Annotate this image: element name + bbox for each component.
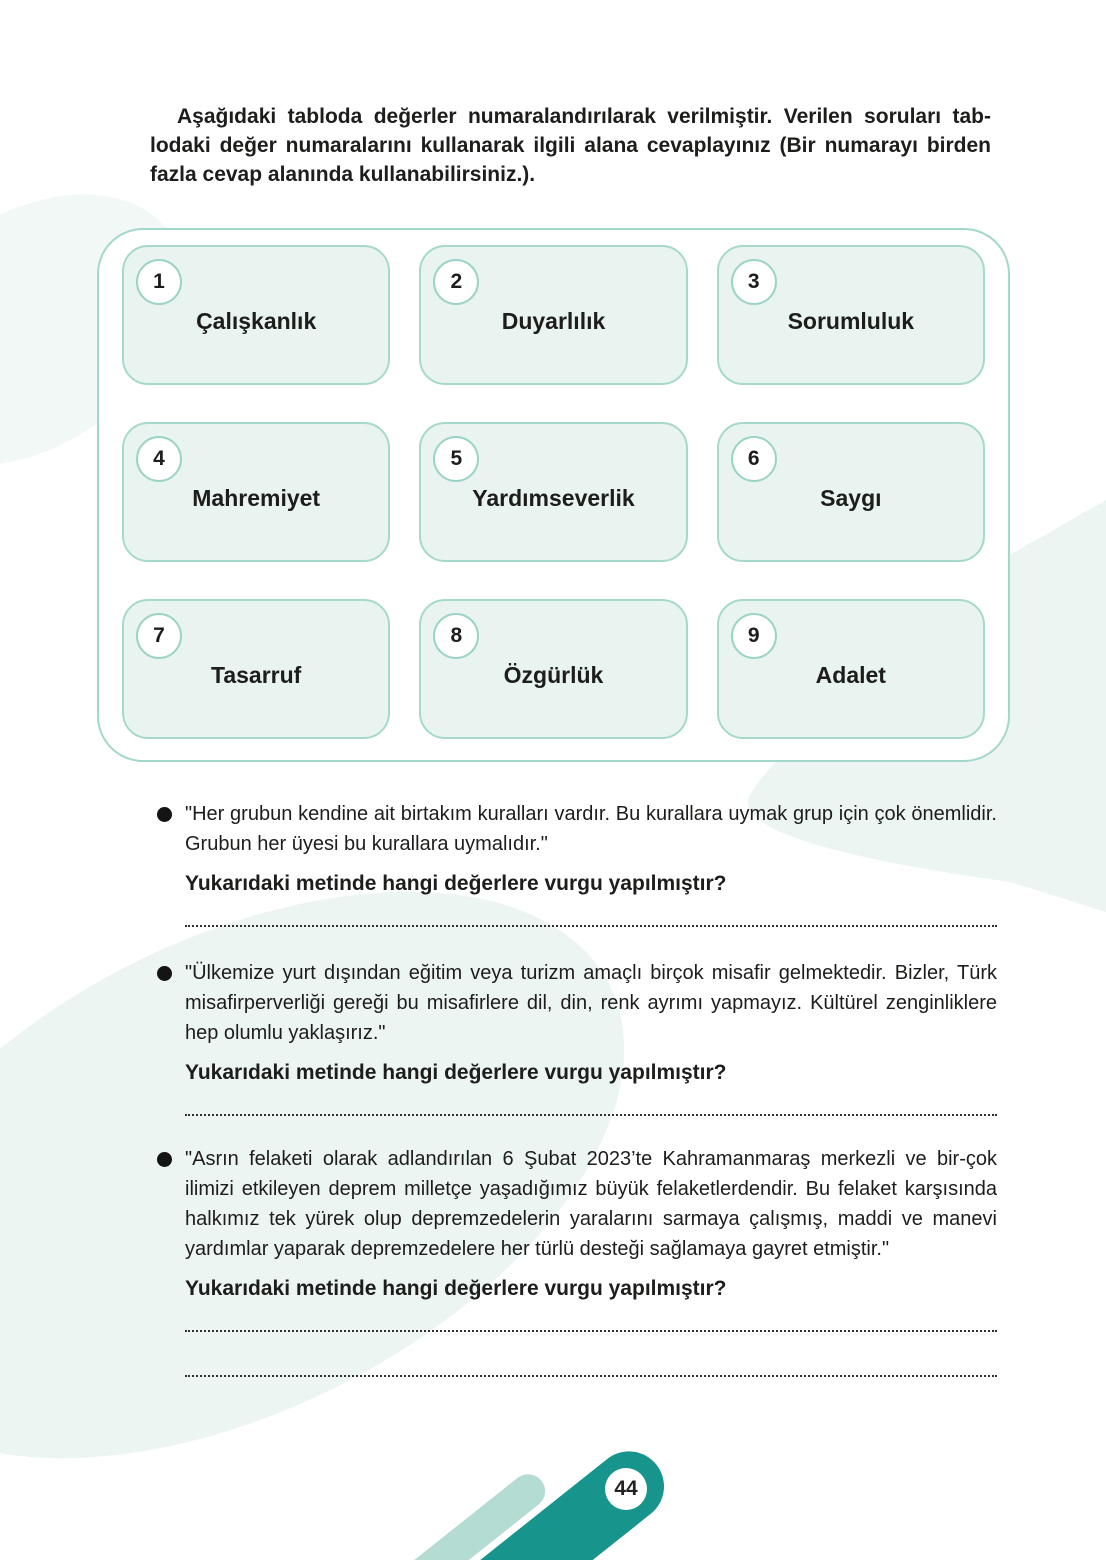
value-number-badge xyxy=(136,613,182,659)
question-block-3 xyxy=(157,1144,998,1377)
value-card-7 xyxy=(122,599,390,739)
answer-line[interactable] xyxy=(185,1114,997,1116)
value-label: Sorumluluk xyxy=(787,307,915,334)
question-quote: "Her grubun kendine ait birtakım kuralları vardır. Bu kurallara uymak grup için çok önemlidir. Grubun her üyesi bu kurallara uymalıdır." xyxy=(185,803,997,855)
answer-line[interactable] xyxy=(185,1330,997,1332)
value-number: 2 xyxy=(450,270,463,293)
value-card-4 xyxy=(122,422,390,562)
value-card-6 xyxy=(717,422,985,562)
value-label: Duyarlılık xyxy=(501,307,606,334)
value-number-badge xyxy=(731,259,777,305)
page-number: 44 xyxy=(614,1477,638,1500)
answer-line[interactable] xyxy=(185,925,997,927)
value-number: 6 xyxy=(747,447,760,470)
value-label: Yardımseverlik xyxy=(472,484,635,511)
bullet-icon xyxy=(157,807,172,822)
instructions-text: Aşağıdaki tabloda değerler numaralandırılarak verilmiştir. Verilen soruları tab-lodaki değer numaralarını kullanarak ilgili alana cevaplayınız (Bir numarayı birden fazla cevap alanında kullanabilirsiniz.). xyxy=(150,105,991,186)
question-prompt: Yukarıdaki metinde hangi değerlere vurgu yapılmıştır? xyxy=(185,1061,727,1084)
question-prompt: Yukarıdaki metinde hangi değerlere vurgu yapılmıştır? xyxy=(185,1277,727,1300)
question-block-1 xyxy=(157,799,998,927)
value-label: Adalet xyxy=(815,661,886,688)
question-quote: "Asrın felaketi olarak adlandırılan 6 Şubat 2023’te Kahramanmaraş merkezli ve bir-çok ilimizi etkileyen deprem milletçe yaşadığımız büyük felaketlerdendir. Bu felaket karşısında halkımız tek yürek olup depremzedelerin yaralarını sarmaya çalışmış, maddi ve manevi yardımlar yaparak depremzedelere her türlü desteği sağlamaya gayret etmiştir." xyxy=(185,1148,997,1260)
value-number: 1 xyxy=(153,270,165,293)
value-label: Tasarruf xyxy=(211,661,302,688)
question-quote-row xyxy=(157,799,998,859)
values-table xyxy=(97,228,1010,762)
value-number: 4 xyxy=(153,447,165,470)
value-number: 8 xyxy=(450,624,463,647)
question-quote: "Ülkemize yurt dışından eğitim veya turizm amaçlı birçok misafir gelmektedir. Bizler, Türk misafirperverliği gereği bu misafirlere dil, din, renk ayrımı yapmayız. Kültürel zenginliklere hep olumlu yaklaşırız." xyxy=(185,962,997,1044)
question-prompt: Yukarıdaki metinde hangi değerlere vurgu yapılmıştır? xyxy=(185,872,727,895)
value-card-8 xyxy=(419,599,687,739)
value-card-1 xyxy=(122,245,390,385)
value-label: Çalışkanlık xyxy=(196,307,317,334)
value-number-badge xyxy=(731,613,777,659)
value-card-5 xyxy=(419,422,687,562)
value-number: 3 xyxy=(747,270,760,293)
value-label: Saygı xyxy=(820,484,882,511)
value-number-badge xyxy=(136,436,182,482)
value-number-badge xyxy=(433,259,479,305)
question-quote-row xyxy=(157,1144,998,1264)
question-quote-row xyxy=(157,958,998,1048)
bullet-icon xyxy=(157,1152,172,1167)
value-number-badge xyxy=(433,613,479,659)
value-card-2 xyxy=(419,245,687,385)
value-number: 5 xyxy=(450,447,463,470)
answer-line[interactable] xyxy=(185,1375,997,1377)
page-number-badge xyxy=(605,1468,647,1510)
value-number-badge xyxy=(433,436,479,482)
bullet-icon xyxy=(157,966,172,981)
value-label: Mahremiyet xyxy=(192,484,321,511)
value-number: 7 xyxy=(153,624,165,647)
value-number-badge xyxy=(731,436,777,482)
value-label: Özgürlük xyxy=(503,661,604,688)
value-card-3 xyxy=(717,245,985,385)
value-card-9 xyxy=(717,599,985,739)
value-number: 9 xyxy=(747,624,760,647)
question-block-2 xyxy=(157,958,998,1116)
value-number-badge xyxy=(136,259,182,305)
